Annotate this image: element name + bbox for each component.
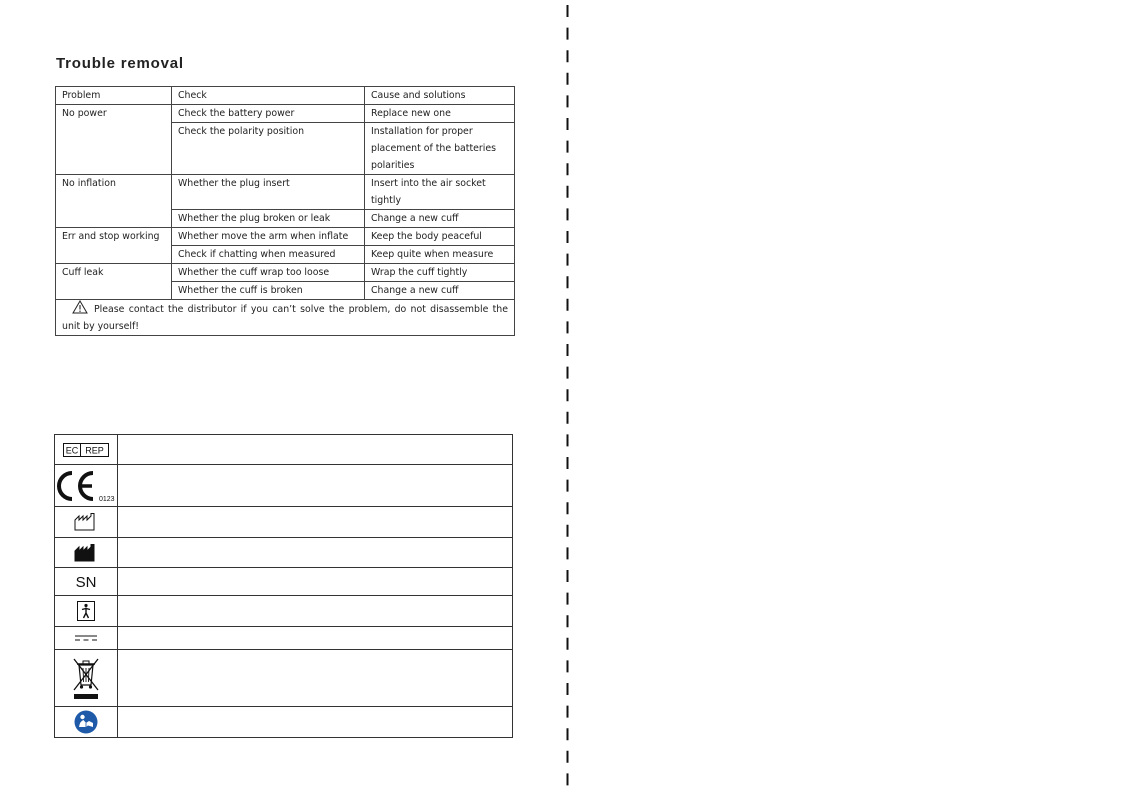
solution-cell: Wrap the cuff tightly [365,264,515,282]
symbol-description [118,707,513,738]
cut-line-divider [566,0,569,794]
symbol-description [118,465,513,507]
check-cell: Check the battery power [172,105,365,123]
warning-row [56,300,515,336]
table-row [56,228,515,246]
problem-cell: Cuff leak [56,264,172,300]
check-cell: Check the polarity position [172,123,365,175]
weee-disposal-icon [55,650,118,707]
solution-cell: Installation for proper placement of the batteries polarities [365,123,515,175]
symbol-row [55,627,513,650]
ce-mark-icon [55,465,118,507]
warning-cell [56,300,515,336]
check-cell: Whether move the arm when inflate [172,228,365,246]
solution-cell: Keep the body peaceful [365,228,515,246]
symbol-row [55,465,513,507]
symbol-row [55,707,513,738]
table-row [56,264,515,282]
ec-label: EC [65,445,79,455]
symbol-description [118,650,513,707]
type-bf-applied-part-icon [55,596,118,627]
check-cell: Whether the plug insert [172,175,365,210]
header-cause-solutions: Cause and solutions [365,87,515,105]
check-cell: Whether the cuff wrap too loose [172,264,365,282]
symbol-description [118,627,513,650]
symbol-row [55,538,513,568]
symbol-description [118,568,513,596]
solution-cell: Change a new cuff [365,282,515,300]
table-header-row [56,87,515,105]
table-row [56,105,515,123]
serial-number-icon [55,568,118,596]
read-manual-icon [55,707,118,738]
symbol-description [118,435,513,465]
problem-cell: Err and stop working [56,228,172,264]
warning-text: Please contact the distributor if you can’t solve the problem, do not disassemble the unit by yourself! [62,304,508,332]
symbol-row [55,650,513,707]
check-cell: Whether the cuff is broken [172,282,365,300]
symbol-description [118,507,513,538]
symbol-row [55,435,513,465]
symbol-row [55,568,513,596]
problem-cell: No inflation [56,175,172,228]
manufacture-date-icon [55,507,118,538]
trouble-removal-table [55,86,515,336]
direct-current-icon [55,627,118,650]
symbol-description [118,596,513,627]
header-problem: Problem [56,87,172,105]
manufacturer-icon [55,538,118,568]
section-title: Trouble removal [56,55,184,72]
solution-cell: Replace new one [365,105,515,123]
symbol-row [55,596,513,627]
check-cell: Check if chatting when measured [172,246,365,264]
symbols-table [54,434,513,738]
solution-cell: Change a new cuff [365,210,515,228]
rep-label: REP [85,445,104,455]
notified-body-number: 0123 [99,495,115,503]
solution-cell: Keep quite when measure [365,246,515,264]
check-cell: Whether the plug broken or leak [172,210,365,228]
warning-triangle-icon [72,300,88,314]
solution-cell: Insert into the air socket tightly [365,175,515,210]
header-check: Check [172,87,365,105]
problem-cell: No power [56,105,172,175]
symbol-row [55,507,513,538]
serial-number-text: SN [75,574,97,591]
table-row [56,175,515,210]
ec-rep-icon [55,435,118,465]
symbol-description [118,538,513,568]
